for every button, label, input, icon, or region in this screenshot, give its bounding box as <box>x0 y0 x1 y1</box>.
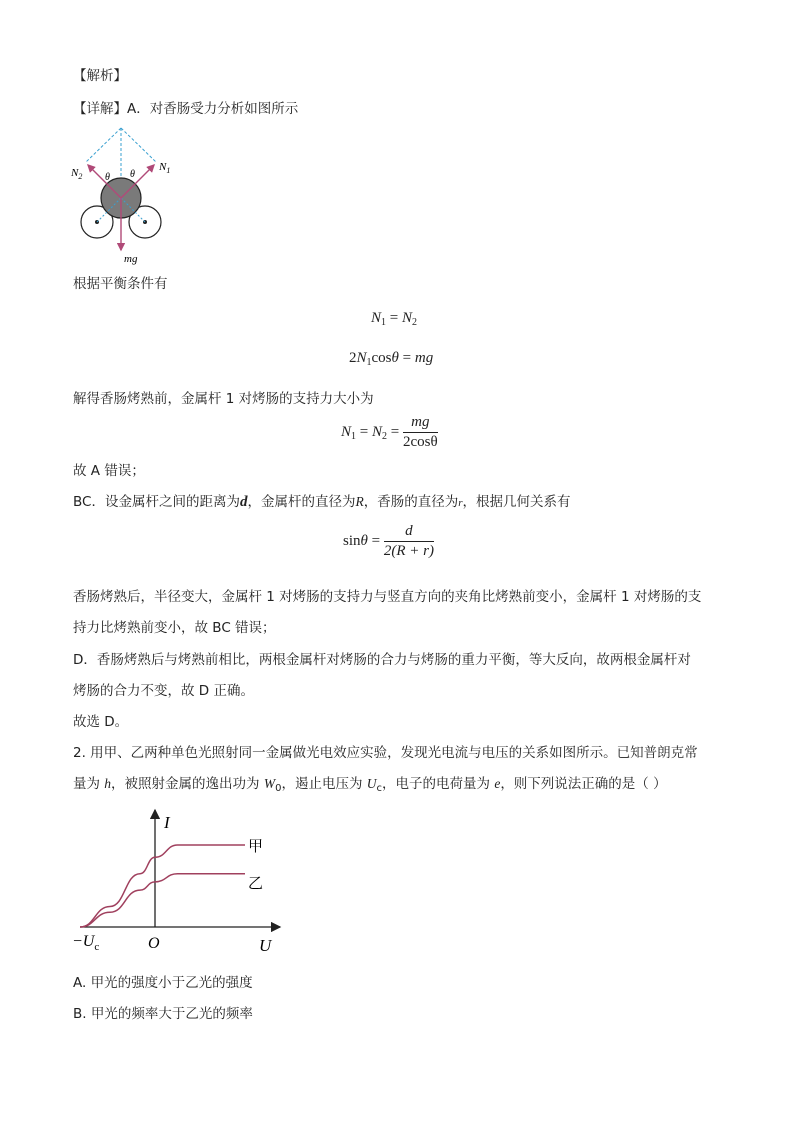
detail-text: A．对香肠受力分析如图所示 <box>127 101 299 117</box>
option-b: B. 甲光的频率大于乙光的频率 <box>73 1006 253 1022</box>
origin-label: O <box>148 935 160 952</box>
detail-line <box>73 99 298 119</box>
series-label-yi: 乙 <box>248 874 264 892</box>
question-2-line-2: 量为 h，被照射金属的逸出功为 $W_0$，遏止电压为 $U_c$，电子的电荷量为 e，则下列说法正确的是（ ） <box>73 776 667 794</box>
para-d-2: 烤肠的合力不变，故 D 正确。 <box>73 683 254 699</box>
para-bc-setup: BC．设金属杆之间的距离为d，金属杆的直径为R，香肠的直径为r，根据几何关系有 <box>73 494 571 510</box>
equation-1: $N_1 = N_2$ <box>371 310 417 328</box>
option-a: A. 甲光的强度小于乙光的强度 <box>73 975 253 991</box>
photocurrent-chart <box>66 806 286 956</box>
equation-2: $2N_1\cos\theta$ = mg <box>349 350 434 368</box>
para-bc-2: 持力比烤熟前变小，故 BC 错误； <box>73 620 276 636</box>
label-mg: mg <box>124 253 138 265</box>
label-theta-right: θ <box>130 169 135 180</box>
label-theta-left: θ <box>105 172 110 183</box>
equation-3: $N_1 = N_2$ = $\frac{mg}{2\cos\theta}$ <box>341 414 438 450</box>
series-label-jia: 甲 <box>248 837 264 855</box>
para-a-wrong: 故 A 错误； <box>73 463 145 479</box>
para-d-1: D．香肠烤熟后与烤熟前相比，两根金属杆对烤肠的合力与烤肠的重力平衡，等大反向，故两根金属杆对 <box>73 652 691 668</box>
x-intercept-label: $-U_c$ <box>72 933 100 953</box>
equation-4: sinθ = $\frac{d}{2(R + r)}$ <box>343 523 434 559</box>
para-equilibrium: 根据平衡条件有 <box>73 276 168 292</box>
label-n1: $N_1$ <box>159 161 171 175</box>
question-2-line-1: 2. 用甲、乙两种单色光照射同一金属做光电效应实验，发现光电流与电压的关系如图所示。已知普朗克常 <box>73 745 698 761</box>
para-answer: 故选 D。 <box>73 714 129 730</box>
para-solve: 解得香肠烤熟前，金属杆 1 对烤肠的支持力大小为 <box>73 391 374 407</box>
y-axis-label: I <box>164 813 170 832</box>
analysis-heading: 【解析】 <box>73 68 127 84</box>
series-curve-0 <box>80 845 245 927</box>
label-n2: $N_2$ <box>71 167 83 181</box>
force-diagram <box>68 124 178 266</box>
detail-tag: 【详解】 <box>73 101 127 117</box>
x-axis-label: U <box>259 936 272 955</box>
series-curve-1 <box>80 874 245 927</box>
para-bc-1: 香肠烤熟后，半径变大，金属杆 1 对烤肠的支持力与竖直方向的夹角比烤熟前变小，金属杆 1 对烤肠的支 <box>73 589 702 605</box>
